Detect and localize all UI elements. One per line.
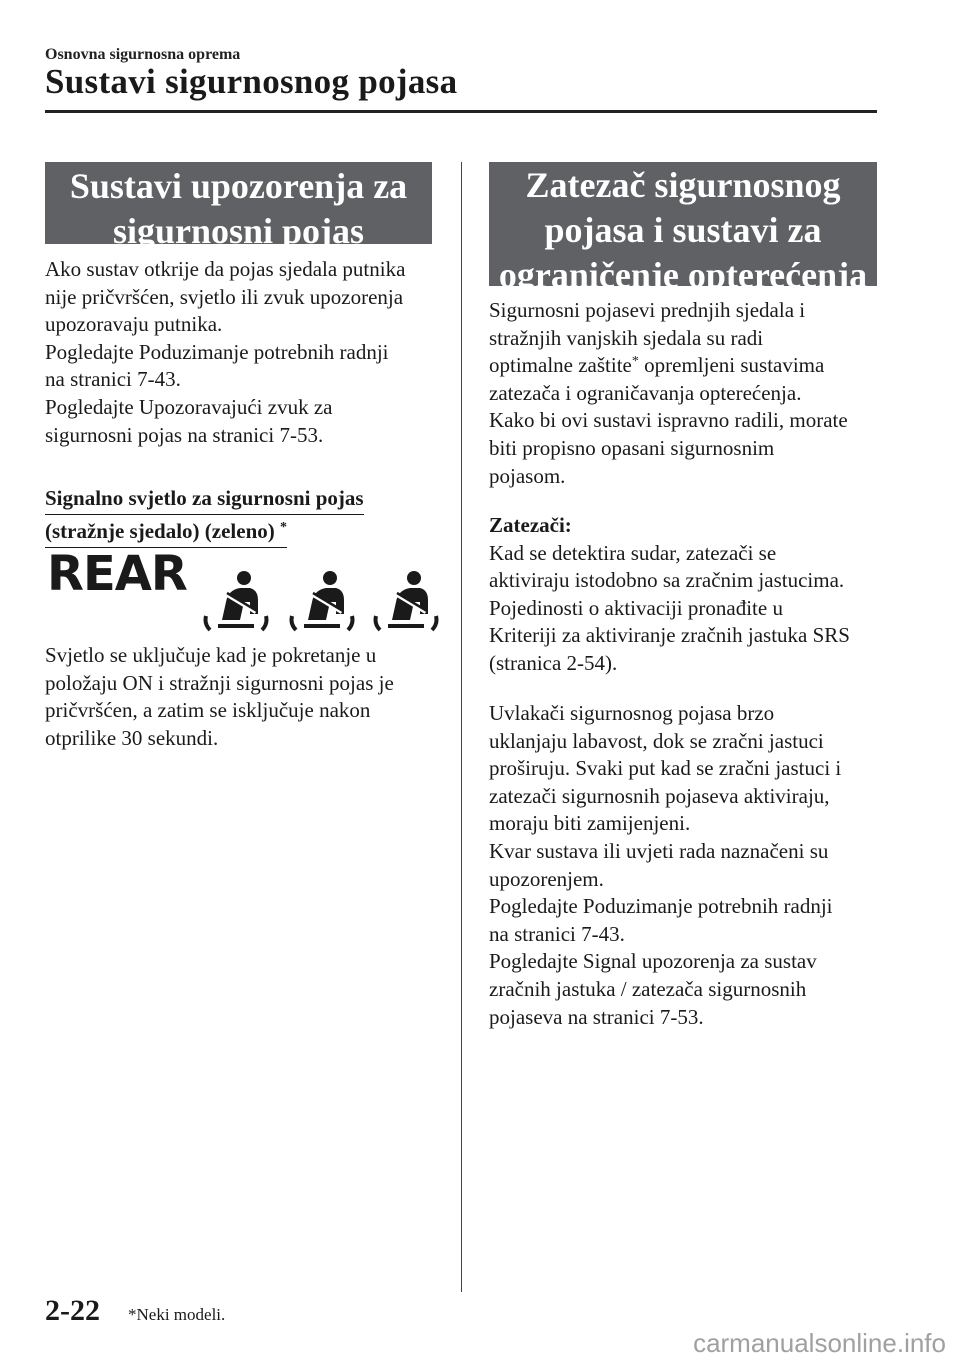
text-line: na stranici 7-43. — [45, 367, 181, 392]
subheading-text: (stražnje sjedalo) (zeleno) — [45, 519, 280, 543]
section-title-line: sigurnosni pojas — [112, 211, 365, 251]
text-line: zatezača i ograničavanja opterećenja. — [489, 380, 802, 405]
text-line: Pogledajte Poduzimanje potrebnih radnji — [489, 894, 833, 919]
text-line: upozorenjem. — [489, 866, 604, 891]
text-line: Uvlakači sigurnosnog pojasa brzo — [489, 701, 775, 725]
text-line: pojaseva na stranici 7-53. — [489, 1004, 704, 1029]
text-line: na stranici 7-43. — [489, 921, 625, 946]
pretensioners-paragraph — [489, 512, 889, 678]
retractor-paragraph — [489, 700, 889, 1031]
warning-intro-paragraph — [45, 256, 445, 449]
text-line: sigurnosni pojas na stranici 7-53. — [45, 422, 324, 447]
text-line: moraju biti zamijenjeni. — [489, 811, 691, 836]
watermark: carmanualsonline.info — [693, 1328, 946, 1358]
text-line: upozoravaju putnika. — [45, 312, 223, 337]
seatbelt-icon — [200, 568, 272, 634]
text-line: Kad se detektira sudar, zatezači se — [489, 540, 777, 565]
text-line: pričvršćen, a zatim se isključuje nakon — [45, 698, 371, 723]
section-title-line: Zatezač sigurnosnog — [525, 165, 841, 205]
text-line: (stranica 2-54). — [489, 650, 618, 675]
rear-label: REAR — [47, 546, 187, 602]
seatbelt-icon — [286, 568, 358, 634]
text-line: Kriteriji za aktiviranje zračnih jastuka SRS — [489, 623, 850, 648]
running-head: Osnovna sigurnosna oprema — [45, 46, 241, 63]
text-line: Pogledajte Signal upozorenja za sustav — [489, 949, 817, 974]
section-title-line: ograničenje opterećenja — [498, 255, 868, 295]
text-line: položaju ON i stražnji sigurnosni pojas je — [45, 670, 394, 695]
text-line: proširuju. Svaki put kad se zračni jastuci i — [489, 756, 842, 781]
subheading-line: Signalno svjetlo za sigurnosni pojas — [45, 482, 364, 515]
section-title-seatbelt-warning — [45, 162, 432, 251]
text-line: otprilike 30 sekundi. — [45, 725, 219, 750]
text-line — [489, 352, 889, 380]
text-line: uklanjaju labavost, dok se zračni jastuci — [489, 728, 824, 753]
text-line: Pojedinosti o aktivaciji pronađite u — [489, 595, 783, 620]
text-line: Pogledajte Upozoravajući zvuk za — [45, 394, 333, 419]
text-line: stražnjih vanjskih sjedala su radi — [489, 325, 764, 350]
asterisk-marker: * — [631, 354, 639, 370]
text-line: zračnih jastuka / zatezača sigurnosnih — [489, 976, 807, 1001]
section-title-pretensioner — [489, 162, 877, 295]
text-line: Kvar sustava ili uvjeti rada naznačeni su — [489, 838, 829, 863]
pretensioners-label: Zatezači: — [489, 513, 572, 537]
text-line: pojasom. — [489, 463, 566, 488]
section-title-line: Sustavi upozorenja za — [69, 166, 408, 206]
text-line: Ako sustav otkrije da pojas sjedala putnika — [45, 257, 406, 281]
column-divider — [461, 162, 462, 1292]
subheading-line — [45, 515, 287, 548]
text-line: Svjetlo se uključuje kad je pokretanje u — [45, 643, 377, 667]
text-line: Pogledajte Poduzimanje potrebnih radnji — [45, 339, 389, 364]
chapter-title: Sustavi sigurnosnog pojasa — [45, 62, 458, 101]
text-line: aktiviraju istodobno sa zračnim jastucima. — [489, 568, 845, 593]
top-rule — [45, 110, 877, 113]
asterisk-marker: * — [280, 520, 287, 535]
page-number: 2-22 — [45, 1294, 100, 1327]
text-line: Kako bi ovi sustavi ispravno radili, morate — [489, 408, 848, 433]
text-line: zatezači sigurnosnih pojaseva aktiviraju, — [489, 783, 830, 808]
text-line: nije pričvršćen, svjetlo ili zvuk upozorenja — [45, 284, 404, 309]
text-fragment: optimalne zaštite — [489, 353, 632, 378]
text-line: Sigurnosni pojasevi prednjih sjedala i — [489, 298, 806, 322]
text-fragment: opremljeni sustavima — [638, 353, 825, 378]
footnote: *Neki modeli. — [128, 1305, 226, 1324]
rear-indicator-description — [45, 642, 445, 752]
rear-indicator-subheading — [45, 482, 364, 548]
section-title-line: pojasa i sustavi za — [544, 210, 822, 250]
seatbelt-icon — [370, 568, 442, 634]
text-line: biti propisno opasani sigurnosnim — [489, 435, 775, 460]
pretensioner-intro-paragraph — [489, 297, 889, 490]
